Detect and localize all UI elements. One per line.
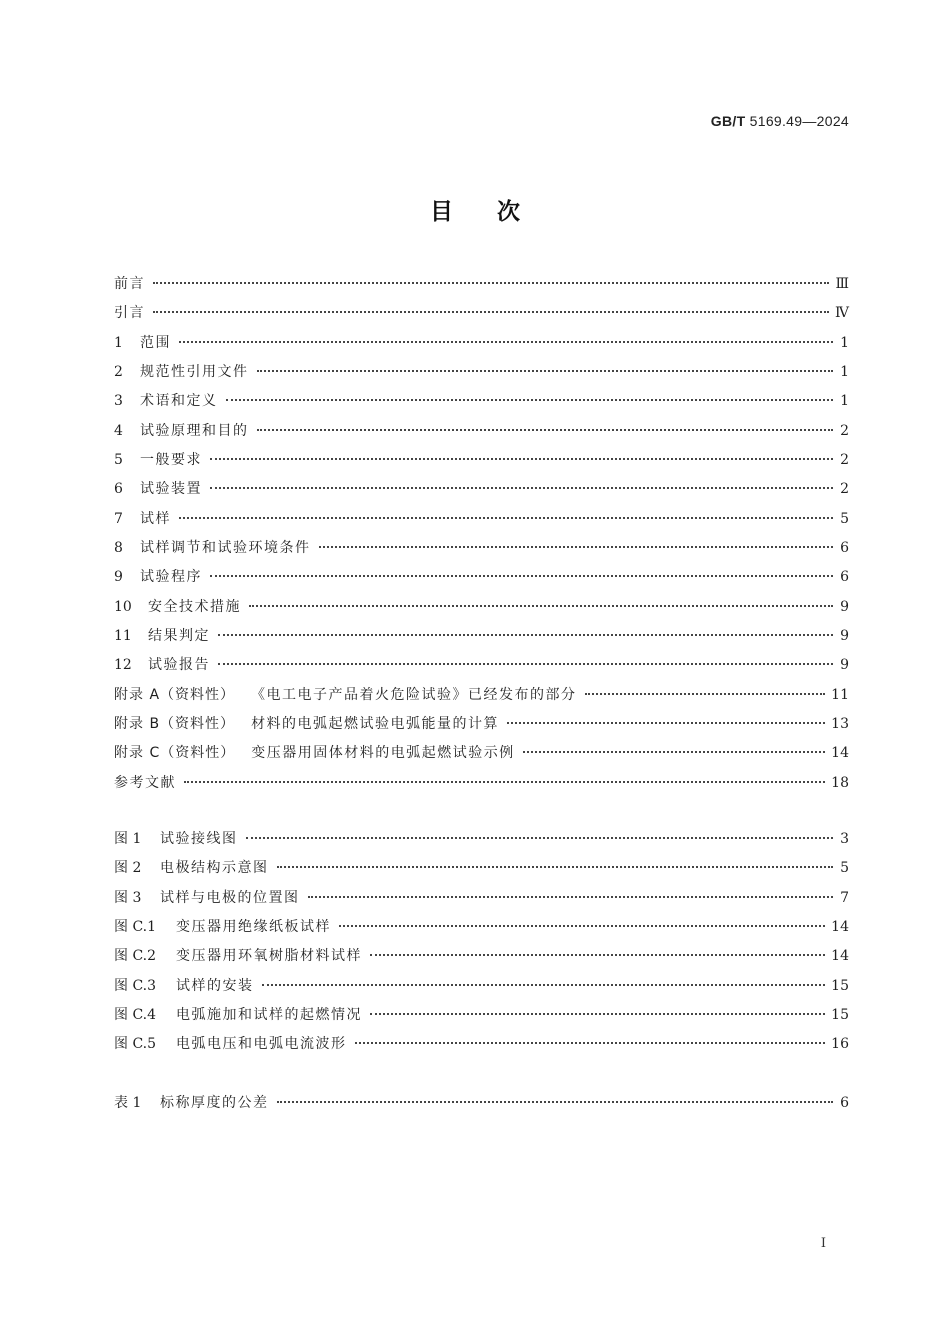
figure-page: 15 [831, 977, 849, 994]
toc-entry[interactable] [114, 538, 849, 567]
figure-page: 16 [831, 1036, 849, 1053]
toc-entry[interactable] [114, 743, 849, 772]
toc-entry-label: 试验装置 [140, 481, 202, 498]
toc-entry-label: 试验报告 [148, 657, 210, 674]
dot-leader [246, 836, 834, 839]
toc-entries-list [114, 274, 849, 802]
toc-entry-label: 结果判定 [148, 627, 210, 644]
dot-leader [184, 780, 825, 783]
annex-prefix: 附录 C（资料性） [114, 745, 236, 762]
toc-entry-label: 试样 [140, 510, 171, 527]
dot-leader [339, 924, 825, 927]
toc-entry-page: 1 [840, 334, 849, 351]
table-number: 表 1 [114, 1095, 142, 1111]
toc-entry-page: 2 [840, 422, 849, 439]
toc-entry-page: 9 [840, 657, 849, 674]
standard-prefix: GB/T [710, 113, 746, 129]
toc-entry[interactable] [114, 274, 849, 303]
toc-entry-page: 5 [840, 510, 849, 527]
standard-number: 5169.49—2024 [749, 113, 849, 129]
toc-entry-label: 规范性引用文件 [140, 363, 249, 380]
figure-number: 图 C.3 [114, 977, 157, 994]
toc-entry-label: 范围 [140, 334, 171, 351]
dot-leader [226, 398, 834, 401]
figure-label: 电弧施加和试样的起燃情况 [176, 1006, 362, 1023]
dot-leader [210, 457, 833, 460]
toc-entry-label: 参考文献 [114, 774, 176, 791]
toc-entry-number: 10 [114, 598, 132, 615]
figure-page: 7 [840, 889, 849, 906]
toc-entry-label: 安全技术措施 [148, 598, 241, 615]
toc-figure-entry[interactable] [114, 917, 849, 946]
figure-label: 试样的安装 [176, 977, 254, 994]
figure-number: 图 C.1 [114, 918, 157, 935]
toc-entry-page: 18 [831, 774, 849, 791]
toc-entry-page: 13 [831, 715, 849, 732]
toc-entry-label: 试验原理和目的 [140, 422, 249, 439]
figure-page: 5 [840, 860, 849, 877]
toc-figure-entry[interactable] [114, 888, 849, 917]
toc-entry-number: 4 [114, 422, 123, 439]
toc-entry-page: 2 [840, 451, 849, 468]
dot-leader [507, 721, 825, 724]
toc-entry[interactable] [114, 450, 849, 479]
dot-leader [218, 662, 833, 665]
toc-entry-page: 6 [840, 569, 849, 586]
toc-entry-number: 9 [114, 569, 123, 586]
toc-entry[interactable] [114, 333, 849, 362]
dot-leader [370, 1012, 825, 1015]
figure-label: 变压器用环氧树脂材料试样 [176, 948, 362, 965]
toc-entry-label: 引言 [114, 305, 145, 322]
toc-entry-label: 《电工电子产品着火危险试验》已经发布的部分 [251, 686, 577, 703]
toc-tables-list [114, 1093, 849, 1122]
dot-leader [262, 983, 826, 986]
dot-leader [585, 692, 826, 695]
toc-figures-list [114, 829, 849, 1064]
dot-leader [523, 750, 825, 753]
dot-leader [153, 310, 829, 313]
annex-prefix: 附录 A（资料性） [114, 686, 236, 703]
toc-entry[interactable] [114, 391, 849, 420]
dot-leader [277, 865, 834, 868]
dot-leader [257, 428, 834, 431]
toc-entry[interactable] [114, 362, 849, 391]
figure-page: 14 [831, 918, 849, 935]
toc-entry[interactable] [114, 685, 849, 714]
dot-leader [319, 545, 834, 548]
dot-leader [249, 604, 833, 607]
dot-leader [277, 1100, 834, 1103]
toc-entry-page: 2 [840, 481, 849, 498]
toc-entry-page: 11 [831, 686, 849, 703]
dot-leader [218, 633, 833, 636]
toc-entry-page: Ⅲ [835, 276, 849, 292]
toc-entry-number: 1 [114, 334, 123, 351]
figure-number: 图 3 [114, 889, 142, 906]
dot-leader [355, 1041, 826, 1044]
toc-figure-entry[interactable] [114, 976, 849, 1005]
dot-leader [179, 340, 833, 343]
toc-entry[interactable] [114, 421, 849, 450]
toc-entry[interactable] [114, 479, 849, 508]
toc-entry[interactable] [114, 597, 849, 626]
toc-entry[interactable] [114, 655, 849, 684]
toc-entry-page: 1 [840, 363, 849, 380]
figure-number: 图 C.5 [114, 1036, 157, 1053]
toc-figure-entry[interactable] [114, 1005, 849, 1034]
toc-entry-page: 14 [831, 745, 849, 762]
annex-prefix: 附录 B（资料性） [114, 715, 236, 732]
dot-leader [308, 895, 834, 898]
toc-table-entry[interactable] [114, 1093, 849, 1122]
page-title: 目次 [430, 199, 564, 225]
toc-figure-entry[interactable] [114, 946, 849, 975]
dot-leader [153, 281, 829, 284]
dot-leader [210, 486, 833, 489]
figure-number: 图 C.4 [114, 1006, 157, 1023]
dot-leader [370, 953, 825, 956]
toc-entry[interactable] [114, 773, 849, 802]
toc-entry-label: 前言 [114, 276, 145, 292]
table-page: 6 [840, 1095, 849, 1111]
toc-entry-label: 一般要求 [140, 451, 202, 468]
figure-number: 图 C.2 [114, 948, 157, 965]
figure-page: 14 [831, 948, 849, 965]
toc-entry-label: 变压器用固体材料的电弧起燃试验示例 [251, 745, 515, 762]
toc-entry-number: 11 [114, 627, 132, 644]
figure-label: 试验接线图 [160, 831, 238, 847]
figure-page: 3 [840, 831, 849, 847]
figure-label: 试样与电极的位置图 [160, 889, 300, 906]
figure-page: 15 [831, 1006, 849, 1023]
page-folio: Ⅰ [820, 1236, 826, 1251]
toc-entry-page: 9 [840, 598, 849, 615]
figure-number: 图 2 [114, 860, 142, 877]
figure-number: 图 1 [114, 831, 142, 847]
dot-leader [179, 516, 833, 519]
toc-entry[interactable] [114, 509, 849, 538]
toc-figure-entry[interactable] [114, 829, 849, 858]
toc-entry-page: 6 [840, 539, 849, 556]
dot-leader [257, 369, 834, 372]
toc-entry-label: 术语和定义 [140, 393, 218, 410]
toc-entry-number: 12 [114, 657, 132, 674]
toc-entry-page: Ⅳ [835, 305, 849, 322]
toc-entry-number: 6 [114, 481, 123, 498]
toc-entry-page: 9 [840, 627, 849, 644]
toc-entry-number: 5 [114, 451, 123, 468]
toc-entry[interactable] [114, 567, 849, 596]
toc-entry[interactable] [114, 626, 849, 655]
toc-entry-label: 试验程序 [140, 569, 202, 586]
figure-label: 电弧电压和电弧电流波形 [176, 1036, 347, 1053]
standard-code [711, 113, 849, 129]
toc-entry[interactable] [114, 714, 849, 743]
toc-figure-entry[interactable] [114, 858, 849, 887]
toc-figure-entry[interactable] [114, 1034, 849, 1063]
toc-entry-page: 1 [840, 393, 849, 410]
toc-entry-number: 3 [114, 393, 123, 410]
figure-label: 变压器用绝缘纸板试样 [176, 918, 331, 935]
toc-entry-number: 7 [114, 510, 123, 527]
toc-entry-label: 试样调节和试验环境条件 [140, 539, 311, 556]
dot-leader [210, 574, 833, 577]
table-label: 标称厚度的公差 [160, 1095, 269, 1111]
figure-label: 电极结构示意图 [160, 860, 269, 877]
toc-entry-number: 8 [114, 539, 123, 556]
toc-entry-number: 2 [114, 363, 123, 380]
toc-entry-label: 材料的电弧起燃试验电弧能量的计算 [251, 715, 500, 732]
toc-entry[interactable] [114, 303, 849, 332]
